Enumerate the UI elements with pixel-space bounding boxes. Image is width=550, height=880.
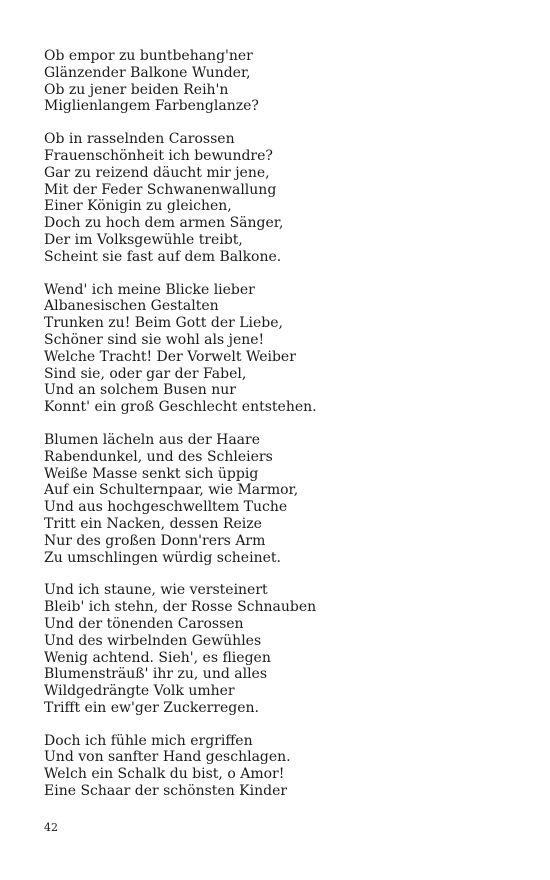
verse-line: Der im Volksgewühle treibt, — [44, 231, 243, 248]
stanza-6 — [44, 733, 514, 800]
verse-line: Zu umschlingen würdig scheinet. — [44, 549, 281, 566]
page-number: 42 — [44, 821, 58, 834]
verse-line: Ob empor zu buntbehang'ner — [44, 48, 253, 64]
verse-line: Ob zu jener beiden Reih'n — [44, 81, 229, 98]
verse-line: Albanesischen Gestalten — [44, 298, 219, 315]
verse-line: Blumen lächeln aus der Haare — [44, 431, 260, 448]
verse-line: Und aus hochgeschwelltem Tuche — [44, 499, 288, 516]
verse-line: Wend' ich meine Blicke lieber — [44, 281, 255, 298]
verse-line: Gar zu reizend däucht mir jene, — [44, 164, 270, 181]
verse-line: Trifft ein ew'ger Zuckerregen. — [44, 699, 260, 716]
verse-line: Frauenschönheit ich bewundre? — [44, 147, 273, 164]
verse-line: Schöner sind sie wohl als jene! — [44, 331, 265, 348]
verse-line: Blumensträuß' ihr zu, und alles — [44, 666, 268, 683]
verse-line: Ob in rasselnden Carossen — [44, 131, 235, 148]
verse-line: Weiße Masse senkt sich üppig — [44, 465, 259, 482]
verse-line: Einer Königin zu gleichen, — [44, 198, 232, 215]
verse-line: Rabendunkel, und des Schleiers — [44, 448, 273, 465]
verse-line: Wildgedrängte Volk umher — [44, 683, 235, 700]
verse-line: Glänzender Balkone Wunder, — [44, 64, 251, 81]
verse-line: Und des wirbelnden Gewühles — [44, 632, 262, 649]
verse-line: Miglienlangem Farbenglanze? — [44, 98, 259, 115]
stanza-5 — [44, 582, 514, 716]
verse-line: Mit der Feder Schwanenwallung — [44, 181, 277, 198]
verse-line: Welche Tracht! Der Vorwelt Weiber — [44, 348, 296, 365]
verse-line: Und ich staune, wie versteinert — [44, 582, 268, 599]
verse-line: Konnt' ein groß Geschlecht entstehen. — [44, 399, 317, 416]
verse-line: Auf ein Schulternpaar, wie Marmor, — [44, 482, 299, 499]
stanza-4 — [44, 432, 514, 566]
verse-line: Eine Schaar der schönsten Kinder — [44, 783, 288, 800]
stanza-2 — [44, 131, 514, 265]
verse-line: Sind sie, oder gar der Fabel, — [44, 365, 247, 382]
verse-line: Und der tönenden Carossen — [44, 615, 244, 632]
verse-line: Nur des großen Donn'rers Arm — [44, 532, 266, 549]
verse-line: Tritt ein Nacken, dessen Reize — [44, 515, 262, 532]
stanza-3 — [44, 282, 514, 416]
verse-line: Scheint sie fast auf dem Balkone. — [44, 248, 282, 265]
verse-line: Und an solchem Busen nur — [44, 382, 236, 399]
verse-line: Welch ein Schalk du bist, o Amor! — [44, 766, 285, 783]
verse-line: Trunken zu! Beim Gott der Liebe, — [44, 315, 284, 332]
verse-line: Doch zu hoch dem armen Sänger, — [44, 215, 284, 232]
verse-line: Doch ich fühle mich ergriffen — [44, 732, 253, 749]
verse-line: Bleib' ich stehn, der Rosse Schnauben — [44, 599, 317, 616]
verse-line: Wenig achtend. Sieh', es fliegen — [44, 649, 271, 666]
verse-line: Und von sanfter Hand geschlagen. — [44, 749, 291, 766]
stanza-1 — [44, 48, 514, 115]
poem-text — [44, 48, 514, 816]
